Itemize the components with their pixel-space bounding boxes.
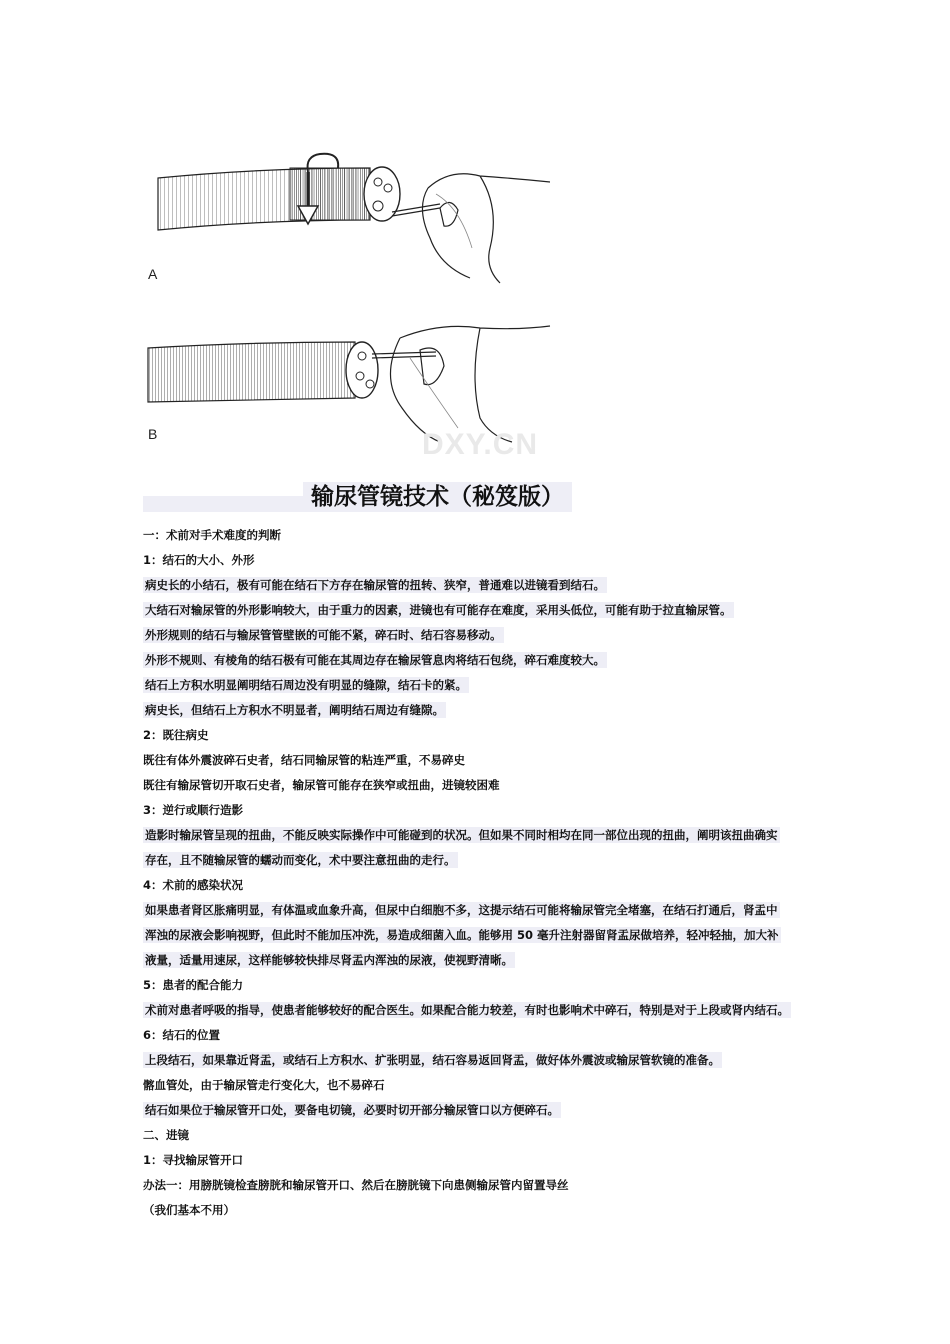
- section-heading: [143, 873, 823, 898]
- line-text: 造影时输尿管呈现的扭曲，不能反映实际操作中可能碰到的状况。但如果不同时相均在同一部位出现的扭曲，阐明该扭曲确实: [145, 828, 778, 842]
- line-text: 存在，且不随输尿管的蠕动而变化，术中要注意扭曲的走行。: [145, 853, 456, 867]
- section-heading: [143, 973, 823, 998]
- line-text: 既往有输尿管切开取石史者，输尿管可能存在狭窄或扭曲，进镜较困难: [143, 778, 500, 792]
- body-line: [143, 1098, 823, 1123]
- line-text: 办法一：用膀胱镜检查膀胱和输尿管开口、然后在膀胱镜下向患侧输尿管内留置导丝: [143, 1178, 569, 1192]
- figure-label-a: A: [148, 266, 158, 282]
- body-line: [143, 923, 823, 948]
- body-line: [143, 823, 823, 848]
- line-text: 外形规则的结石与输尿管管壁嵌的可能不紧，碎石时、结石容易移动。: [145, 628, 502, 642]
- line-text: 二、进镜: [143, 1128, 189, 1142]
- line-text: 5：患者的配合能力: [143, 978, 244, 992]
- body-line: [143, 848, 823, 873]
- section-heading: [143, 1073, 823, 1098]
- line-text: 浑浊的尿液会影响视野，但此时不能加压冲洗，易造成细菌入血。能够用 50 毫升注射器留肾盂尿做培养，轻冲轻抽，加大补: [145, 928, 779, 942]
- line-text: 髂血管处，由于输尿管走行变化大，也不易碎石: [143, 1078, 385, 1092]
- line-text: 液量，适量用速尿，这样能够较快排尽肾盂内浑浊的尿液，使视野清晰。: [145, 953, 513, 967]
- section-heading: [143, 798, 823, 823]
- body-line: [143, 573, 823, 598]
- body-line: [143, 673, 823, 698]
- line-text: 外形不规则、有棱角的结石极有可能在其周边存在输尿管息肉将结石包绕，碎石难度较大。: [145, 653, 605, 667]
- line-text: 一：术前对手术难度的判断: [143, 528, 281, 542]
- body-line: [143, 898, 823, 923]
- line-text: 2：既往病史: [143, 728, 209, 742]
- section-heading: [143, 723, 823, 748]
- section-heading: [143, 773, 823, 798]
- section-heading: [143, 523, 823, 548]
- title-block: [143, 482, 565, 514]
- section-heading: [143, 1023, 823, 1048]
- section-heading: [143, 1173, 823, 1198]
- line-text: 大结石对输尿管的外形影响较大，由于重力的因素，进镜也有可能存在难度，采用头低位，可能有助于拉直输尿管。: [145, 603, 732, 617]
- watermark: DXY.CN: [422, 428, 539, 461]
- body-line: [143, 648, 823, 673]
- figure-label-b: B: [148, 426, 158, 442]
- body-line: [143, 698, 823, 723]
- section-heading: [143, 1148, 823, 1173]
- body-line: [143, 1048, 823, 1073]
- section-heading: [143, 548, 823, 573]
- line-text: 结石如果位于输尿管开口处，要备电切镜，必要时切开部分输尿管口以方便碎石。: [145, 1103, 559, 1117]
- ureteroscope-illustration-a: [140, 148, 560, 288]
- line-text: 术前对患者呼吸的指导，使患者能够较好的配合医生。如果配合能力较差，有时也影响术中碎石，特别是对于上段或肾内结石。: [145, 1003, 789, 1017]
- line-text: 病史长的小结石，极有可能在结石下方存在输尿管的扭转、狭窄，普通难以进镜看到结石。: [145, 578, 605, 592]
- line-text: （我们基本不用）: [143, 1203, 235, 1217]
- section-heading: [143, 1123, 823, 1148]
- line-text: 6：结石的位置: [143, 1028, 221, 1042]
- line-text: 如果患者肾区胀痛明显，有体温或血象升高，但尿中白细胞不多，这提示结石可能将输尿管完全堵塞，在结石打通后，肾盂中: [145, 903, 778, 917]
- body-line: [143, 998, 823, 1023]
- section-heading: [143, 1198, 823, 1223]
- line-text: 4：术前的感染状况: [143, 878, 244, 892]
- body-line: [143, 623, 823, 648]
- line-text: 1：寻找输尿管开口: [143, 1153, 244, 1167]
- ureteroscope-figure-a: [140, 148, 560, 288]
- line-text: 3：逆行或顺行造影: [143, 803, 244, 817]
- document-body: [143, 523, 823, 1223]
- document-title: 输尿管镜技术（秘笈版）: [303, 482, 572, 512]
- body-line: [143, 948, 823, 973]
- line-text: 上段结石，如果靠近肾盂，或结石上方积水、扩张明显，结石容易返回肾盂，做好体外震波或输尿管软镜的准备。: [145, 1053, 720, 1067]
- line-text: 1：结石的大小、外形: [143, 553, 255, 567]
- line-text: 病史长，但结石上方积水不明显者，阐明结石周边有缝隙。: [145, 703, 444, 717]
- section-heading: [143, 748, 823, 773]
- body-line: [143, 598, 823, 623]
- line-text: 既往有体外震波碎石史者，结石同输尿管的粘连严重，不易碎史: [143, 753, 465, 767]
- line-text: 结石上方积水明显阐明结石周边没有明显的缝隙，结石卡的紧。: [145, 678, 467, 692]
